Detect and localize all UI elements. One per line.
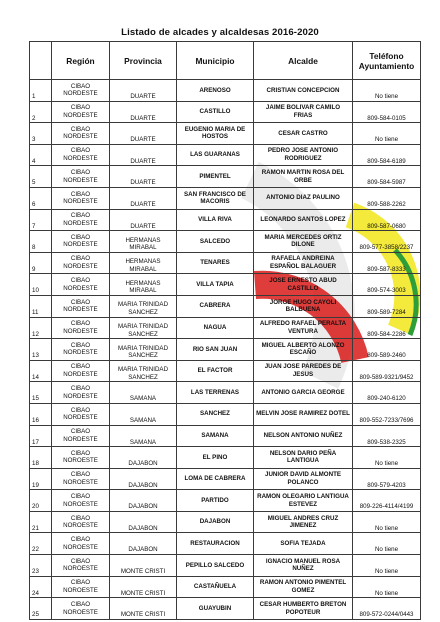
cell-alcalde: JOSE ERNESTO ABUD CASTILLO [254, 274, 353, 296]
cell-region: CIBAO NORDESTE [52, 231, 110, 253]
row-number: 3 [30, 123, 52, 145]
cell-alcalde: SOFIA TEJADA [254, 533, 353, 555]
row-number: 10 [30, 274, 52, 296]
cell-region: CIBAO NOROESTE [52, 533, 110, 555]
cell-alcalde: JORGE HUGO CAYOLI BALBUENA [254, 295, 353, 317]
row-number: 14 [30, 360, 52, 382]
row-number: 7 [30, 209, 52, 231]
cell-telefono: No tiene [353, 447, 421, 469]
cell-alcalde: ANTONIO DIAZ PAULINO [254, 187, 353, 209]
cell-alcalde: MELVIN JOSE RAMIREZ DOTEL [254, 403, 353, 425]
cell-alcalde: RAFAELA ANDREINA ESPAÑOL BALAGUER [254, 252, 353, 274]
cell-municipio: SANCHEZ [177, 403, 254, 425]
cell-provincia: DUARTE [110, 80, 177, 102]
header-alcalde: Alcalde [254, 42, 353, 80]
table-row [30, 339, 421, 361]
cell-alcalde: CESAR HUMBERTO BRETON POPOTEUR [254, 598, 353, 620]
table-row [30, 576, 421, 598]
cell-telefono: 809-574-3003 [353, 274, 421, 296]
cell-municipio: ARENOSO [177, 80, 254, 102]
cell-municipio: EL PINO [177, 447, 254, 469]
cell-provincia: DAJABON [110, 447, 177, 469]
cell-provincia: DAJABON [110, 490, 177, 512]
table-row [30, 274, 421, 296]
header-provincia: Provincia [110, 42, 177, 80]
cell-municipio: RIO SAN JUAN [177, 339, 254, 361]
cell-alcalde: JAIME BOLIVAR CAMILO FRIAS [254, 101, 353, 123]
cell-telefono: 809-588-2262 [353, 187, 421, 209]
cell-municipio: CASTAÑUELA [177, 576, 254, 598]
cell-provincia: DAJABON [110, 511, 177, 533]
cell-municipio: PIMENTEL [177, 166, 254, 188]
cell-region: CIBAO NORDESTE [52, 274, 110, 296]
cell-alcalde: JUNIOR DAVID ALMONTE POLANCO [254, 468, 353, 490]
cell-telefono: 809-589-9321/9452 [353, 360, 421, 382]
cell-telefono: 809-552-7233/7696 [353, 403, 421, 425]
cell-telefono: 809-587-0680 [353, 209, 421, 231]
header-region: Región [52, 42, 110, 80]
cell-provincia: DUARTE [110, 144, 177, 166]
row-number: 25 [30, 598, 52, 620]
cell-provincia: MARIA TRINIDAD SANCHEZ [110, 339, 177, 361]
cell-alcalde: MIGUEL ANDRES CRUZ JIMENEZ [254, 511, 353, 533]
cell-municipio: RESTAURACION [177, 533, 254, 555]
cell-alcalde: NELSON DARIO PEÑA LANTIGUA [254, 447, 353, 469]
cell-region: CIBAO NORDESTE [52, 360, 110, 382]
cell-alcalde: NELSON ANTONIO NUÑEZ [254, 425, 353, 447]
row-number: 13 [30, 339, 52, 361]
cell-provincia: DAJABON [110, 533, 177, 555]
cell-telefono: 809-584-6189 [353, 144, 421, 166]
table-row [30, 317, 421, 339]
table-row [30, 468, 421, 490]
cell-municipio: LAS GUARANAS [177, 144, 254, 166]
cell-telefono: 809-226-4114/4199 [353, 490, 421, 512]
table-row [30, 533, 421, 555]
cell-region: CIBAO NOROESTE [52, 576, 110, 598]
cell-alcalde: MIGUEL ALBERTO ALONZO ESCAÑO [254, 339, 353, 361]
cell-provincia: MONTE CRISTI [110, 598, 177, 620]
header-number [30, 42, 52, 80]
cell-region: CIBAO NORDESTE [52, 80, 110, 102]
cell-region: CIBAO NORDESTE [52, 144, 110, 166]
table-row [30, 123, 421, 145]
table-row [30, 511, 421, 533]
cell-telefono: 809-584-0105 [353, 101, 421, 123]
row-number: 22 [30, 533, 52, 555]
cell-alcalde: LEONARDO SANTOS LOPEZ [254, 209, 353, 231]
table-row [30, 382, 421, 404]
cell-municipio: VILLA RIVA [177, 209, 254, 231]
cell-region: CIBAO NORDESTE [52, 101, 110, 123]
table-row [30, 231, 421, 253]
row-number: 15 [30, 382, 52, 404]
cell-provincia: HERMANAS MIRABAL [110, 231, 177, 253]
cell-municipio: NAGUA [177, 317, 254, 339]
cell-municipio: LOMA DE CABRERA [177, 468, 254, 490]
cell-municipio: PEPILLO SALCEDO [177, 555, 254, 577]
cell-provincia: DUARTE [110, 101, 177, 123]
cell-provincia: HERMANAS MIRABAL [110, 252, 177, 274]
cell-region: CIBAO NORDESTE [52, 123, 110, 145]
cell-municipio: SALCEDO [177, 231, 254, 253]
cell-provincia: HERMANAS MIRABAL [110, 274, 177, 296]
row-number: 16 [30, 403, 52, 425]
cell-provincia: MARIA TRINIDAD SANCHEZ [110, 295, 177, 317]
cell-region: CIBAO NOROESTE [52, 598, 110, 620]
cell-region: CIBAO NORDESTE [52, 166, 110, 188]
row-number: 5 [30, 166, 52, 188]
cell-provincia: DAJABON [110, 468, 177, 490]
table-row [30, 490, 421, 512]
table-row [30, 598, 421, 620]
cell-provincia: MARIA TRINIDAD SANCHEZ [110, 360, 177, 382]
table-row [30, 447, 421, 469]
cell-municipio: GUAYUBIN [177, 598, 254, 620]
row-number: 2 [30, 101, 52, 123]
table-row [30, 101, 421, 123]
cell-telefono: 809-538-2325 [353, 425, 421, 447]
cell-provincia: SAMANA [110, 425, 177, 447]
cell-municipio: TENARES [177, 252, 254, 274]
cell-region: CIBAO NORDESTE [52, 382, 110, 404]
cell-municipio: EL FACTOR [177, 360, 254, 382]
row-number: 20 [30, 490, 52, 512]
row-number: 1 [30, 80, 52, 102]
cell-region: CIBAO NORDESTE [52, 425, 110, 447]
cell-alcalde: CESAR CASTRO [254, 123, 353, 145]
cell-telefono: No tiene [353, 80, 421, 102]
cell-telefono: No tiene [353, 123, 421, 145]
table-row [30, 187, 421, 209]
cell-alcalde: ALFREDO RAFAEL PERALTA VENTURA [254, 317, 353, 339]
cell-provincia: MONTE CRISTI [110, 576, 177, 598]
table-row [30, 166, 421, 188]
cell-telefono: 809-579-4203 [353, 468, 421, 490]
cell-provincia: SAMANA [110, 382, 177, 404]
cell-alcalde: RAMON ANTONIO PIMENTEL GOMEZ [254, 576, 353, 598]
cell-region: CIBAO NOROESTE [52, 468, 110, 490]
header-telefono: Teléfono Ayuntamiento [353, 42, 421, 80]
table-row [30, 425, 421, 447]
row-number: 18 [30, 447, 52, 469]
cell-alcalde: PEDRO JOSE ANTONIO RODRIGUEZ [254, 144, 353, 166]
cell-telefono: 809-240-6120 [353, 382, 421, 404]
cell-region: CIBAO NORDESTE [52, 252, 110, 274]
row-number: 8 [30, 231, 52, 253]
cell-alcalde: RAMON MARTIN ROSA DEL ORBE [254, 166, 353, 188]
cell-provincia: DUARTE [110, 123, 177, 145]
cell-municipio: SAN FRANCISCO DE MACORIS [177, 187, 254, 209]
cell-telefono: 809-589-2460 [353, 339, 421, 361]
cell-telefono: 809-589-7284 [353, 295, 421, 317]
cell-municipio: PARTIDO [177, 490, 254, 512]
cell-municipio: LAS TERRENAS [177, 382, 254, 404]
cell-municipio: EUGENIO MARIA DE HOSTOS [177, 123, 254, 145]
cell-telefono: No tiene [353, 511, 421, 533]
cell-telefono: 809-577-3858/2237 [353, 231, 421, 253]
cell-telefono: 809-584-5987 [353, 166, 421, 188]
cell-provincia: MARIA TRINIDAD SANCHEZ [110, 317, 177, 339]
row-number: 11 [30, 295, 52, 317]
table-row [30, 403, 421, 425]
row-number: 9 [30, 252, 52, 274]
cell-region: CIBAO NOROESTE [52, 490, 110, 512]
cell-alcalde: ANTONIO GARCIA GEORGE [254, 382, 353, 404]
row-number: 17 [30, 425, 52, 447]
cell-municipio: CABRERA [177, 295, 254, 317]
row-number: 4 [30, 144, 52, 166]
cell-telefono: 809-584-2286 [353, 317, 421, 339]
cell-telefono: 809-572-0244/0443 [353, 598, 421, 620]
table-row [30, 144, 421, 166]
cell-provincia: DUARTE [110, 187, 177, 209]
cell-telefono: No tiene [353, 555, 421, 577]
cell-region: CIBAO NORDESTE [52, 187, 110, 209]
row-number: 24 [30, 576, 52, 598]
cell-provincia: DUARTE [110, 166, 177, 188]
cell-municipio: DAJABON [177, 511, 254, 533]
cell-telefono: No tiene [353, 533, 421, 555]
cell-region: CIBAO NORDESTE [52, 403, 110, 425]
row-number: 19 [30, 468, 52, 490]
cell-alcalde: CRISTIAN CONCEPCION [254, 80, 353, 102]
table-row [30, 80, 421, 102]
cell-alcalde: MARIA MERCEDES ORTIZ DILONE [254, 231, 353, 253]
table-row [30, 360, 421, 382]
row-number: 23 [30, 555, 52, 577]
cell-alcalde: JUAN JOSE PAREDES DE JESUS [254, 360, 353, 382]
table-row [30, 555, 421, 577]
document-title: Listado de alcades y alcaldesas 2016-2020 [121, 27, 319, 38]
cell-provincia: MONTE CRISTI [110, 555, 177, 577]
row-number: 6 [30, 187, 52, 209]
cell-region: CIBAO NORDESTE [52, 209, 110, 231]
header-municipio: Municipio [177, 42, 254, 80]
table-row [30, 252, 421, 274]
cell-region: CIBAO NOROESTE [52, 511, 110, 533]
cell-provincia: SAMANA [110, 403, 177, 425]
cell-municipio: VILLA TAPIA [177, 274, 254, 296]
mayors-table [29, 41, 421, 620]
row-number: 21 [30, 511, 52, 533]
cell-region: CIBAO NORDESTE [52, 339, 110, 361]
cell-region: CIBAO NOROESTE [52, 447, 110, 469]
cell-telefono: No tiene [353, 576, 421, 598]
table-row [30, 295, 421, 317]
cell-region: CIBAO NORDESTE [52, 295, 110, 317]
cell-region: CIBAO NOROESTE [52, 555, 110, 577]
table-header-row [30, 42, 421, 80]
cell-telefono: 809-587-8333 [353, 252, 421, 274]
cell-alcalde: RAMON OLEGARIO LANTIGUA ESTEVEZ [254, 490, 353, 512]
cell-municipio: SAMANA [177, 425, 254, 447]
cell-municipio: CASTILLO [177, 101, 254, 123]
cell-provincia: DUARTE [110, 209, 177, 231]
row-number: 12 [30, 317, 52, 339]
cell-alcalde: IGNACIO MANUEL ROSA NUÑEZ [254, 555, 353, 577]
cell-region: CIBAO NORDESTE [52, 317, 110, 339]
table-row [30, 209, 421, 231]
